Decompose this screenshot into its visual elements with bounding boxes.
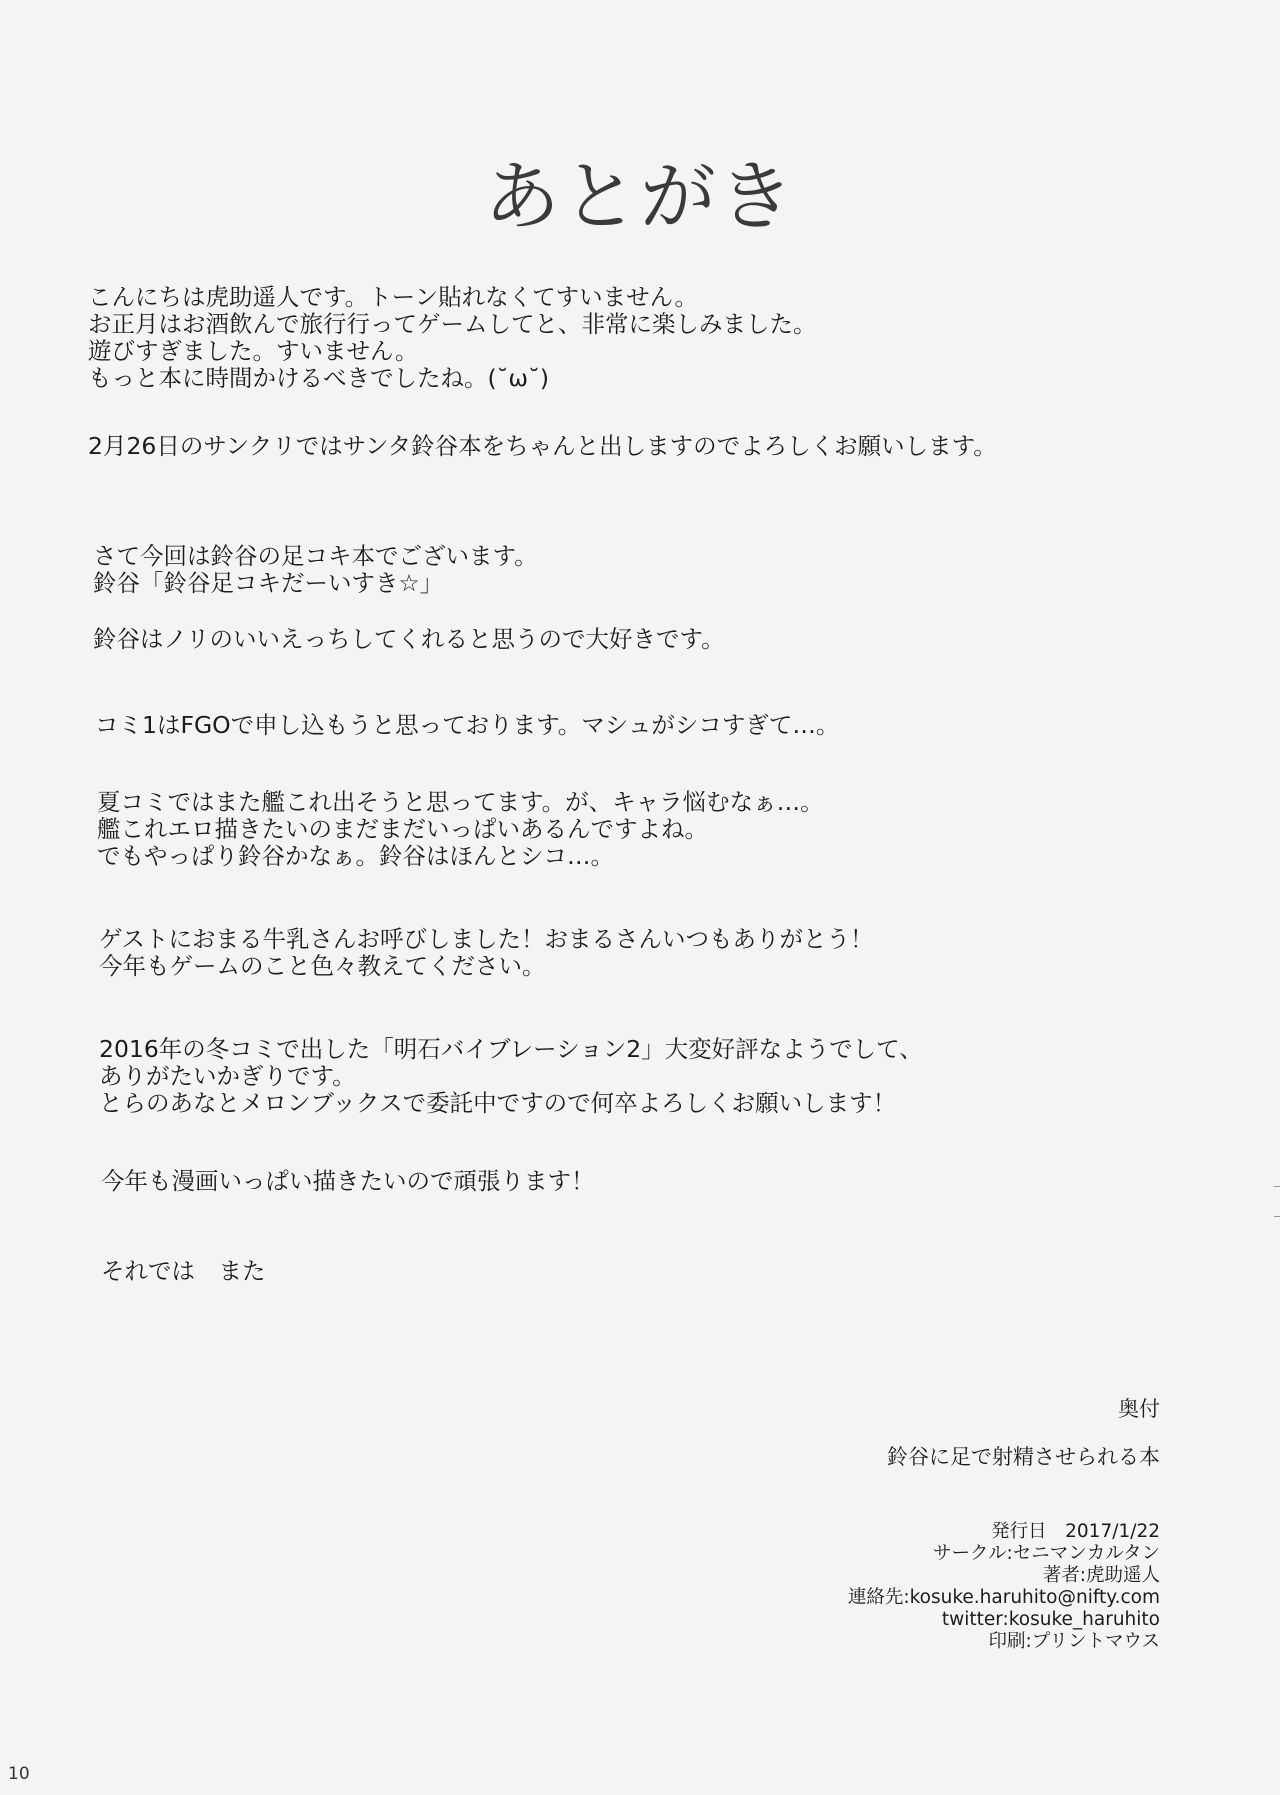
text-line: 今年もゲームのこと色々教えてください。 xyxy=(99,952,546,980)
page-number: 10 xyxy=(8,1764,30,1784)
afterword-paragraph-closing xyxy=(101,1258,266,1285)
colophon-author: 著者:虎助遥人 xyxy=(1042,1565,1160,1586)
text-line: 遊びすぎました。すいません。 xyxy=(88,337,419,365)
text-line: ありがたいかぎりです。 xyxy=(99,1062,356,1090)
colophon-circle: サークル:セニマンカルタン xyxy=(933,1543,1160,1564)
afterword-paragraph-previous-book xyxy=(99,1036,923,1117)
edge-mark xyxy=(1274,1186,1280,1187)
colophon-details xyxy=(848,1521,1160,1653)
afterword-paragraph-comic1 xyxy=(95,712,839,739)
afterword-paragraph-topic xyxy=(93,543,538,597)
text-line: 艦これエロ描きたいのまだまだいっぱいあるんですよね。 xyxy=(97,815,708,843)
text-line: 鈴谷「鈴谷足コキだーいすき☆」 xyxy=(93,569,444,597)
afterword-paragraph-greeting xyxy=(88,284,817,392)
edge-mark xyxy=(1274,1216,1280,1217)
text-line: ゲストにおまる牛乳さんお呼びしました！おまるさんいつもありがとう！ xyxy=(99,925,874,953)
text-line: もっと本に時間かけるべきでしたね。(˘ω˘) xyxy=(88,364,550,392)
afterword-paragraph-guest xyxy=(99,926,874,980)
text-line: でもやっぱり鈴谷かなぁ。鈴谷はほんとシコ…。 xyxy=(97,842,614,870)
text-line: さて今回は鈴谷の足コキ本でございます。 xyxy=(93,542,538,570)
text-line: 2月26日のサンクリではサンタ鈴谷本をちゃんと出しますのでよろしくお願いします。 xyxy=(88,432,997,460)
afterword-paragraph-character xyxy=(93,626,725,653)
text-line: とらのあなとメロンブックスで委託中ですので何卒よろしくお願いします！ xyxy=(99,1089,897,1117)
colophon-book-title: 鈴谷に足で射精させられる本 xyxy=(887,1445,1160,1469)
afterword-paragraph-event xyxy=(88,433,997,460)
text-line: コミ1はFGOで申し込もうと思っております。マシュがシコすぎて…。 xyxy=(95,711,840,739)
afterword-paragraph-summer xyxy=(97,789,824,870)
text-line: お正月はお酒飲んで旅行行ってゲームしてと、非常に楽しみました。 xyxy=(88,310,817,338)
text-line: それでは また xyxy=(101,1257,266,1285)
text-line: 夏コミではまた艦これ出そうと思ってます。が、キャラ悩むなぁ…。 xyxy=(97,788,824,816)
colophon-contact: 連絡先:kosuke.haruhito@nifty.com xyxy=(847,1587,1160,1608)
text-line: 2016年の冬コミで出した「明石バイブレーション2」大変好評なようでして、 xyxy=(99,1035,923,1063)
page-title: あとがき xyxy=(484,151,796,241)
text-line: 今年も漫画いっぱい描きたいので頑張ります！ xyxy=(101,1167,595,1195)
colophon-publish-date: 発行日 2017/1/22 xyxy=(991,1521,1160,1542)
colophon-printer: 印刷:プリントマウス xyxy=(988,1631,1160,1652)
text-line: 鈴谷はノリのいいえっちしてくれると思うので大好きです。 xyxy=(93,625,725,653)
afterword-paragraph-resolution xyxy=(101,1168,595,1195)
text-line: こんにちは虎助遥人です。トーン貼れなくてすいません。 xyxy=(88,283,699,311)
colophon-heading: 奥付 xyxy=(1118,1397,1160,1421)
colophon-twitter: twitter:kosuke_haruhito xyxy=(941,1609,1160,1630)
